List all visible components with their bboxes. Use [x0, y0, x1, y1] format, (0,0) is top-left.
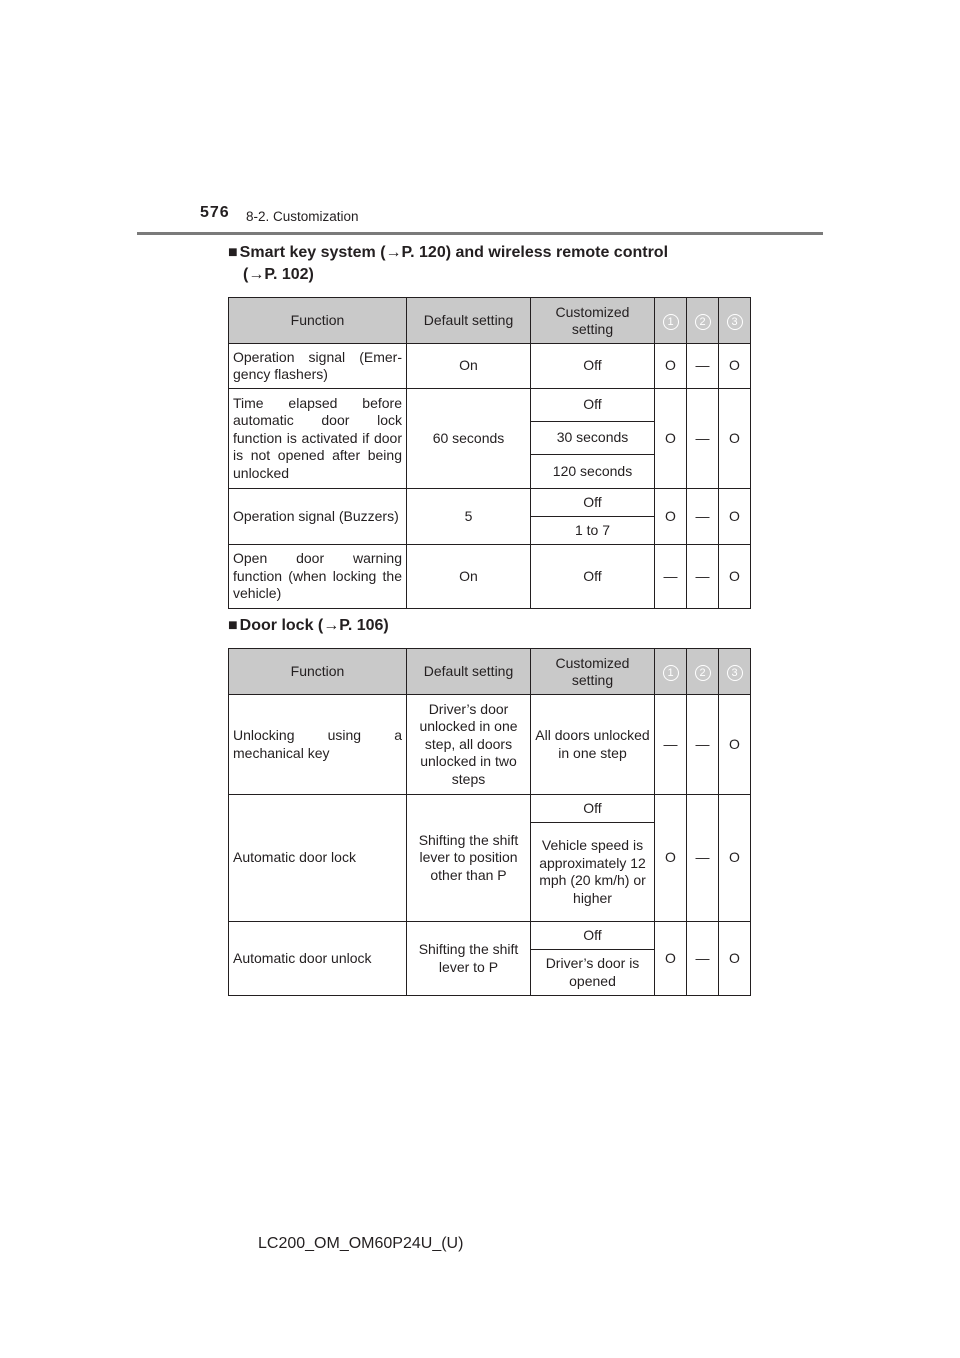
default-cell: Shifting the shift lever to position other than P [407, 795, 531, 922]
heading-bullet: ■ [228, 244, 238, 261]
mark-cell: O [719, 695, 751, 795]
function-cell: Automatic door lock [229, 795, 407, 922]
mark-cell: O [655, 922, 687, 996]
function-cell: Open door warning function (when locking the vehicle) [229, 545, 407, 609]
custom-cell: Off [531, 344, 655, 389]
mark-cell: — [687, 344, 719, 389]
column-header-3: 3 [719, 649, 751, 695]
table-header-row [229, 298, 751, 344]
column-header-customized: Customized setting [531, 649, 655, 695]
default-cell: Shifting the shift lever to P [407, 922, 531, 996]
column-header-1: 1 [655, 298, 687, 344]
mark-cell: — [687, 389, 719, 489]
default-cell: Driver’s door unlocked in one step, all doors unlocked in two steps [407, 695, 531, 795]
table-row [229, 922, 751, 950]
column-header-function: Function [229, 298, 407, 344]
default-cell: 5 [407, 489, 531, 545]
mark-cell: O [719, 489, 751, 545]
heading-text: Door lock (→P. 106) [239, 617, 389, 634]
function-cell: Unlocking using a mechanical key [229, 695, 407, 795]
custom-cell: 1 to 7 [531, 517, 655, 545]
table-header-row [229, 649, 751, 695]
custom-cell: Off [531, 545, 655, 609]
door-lock-table [228, 648, 751, 996]
custom-cell: All doors unlocked in one step [531, 695, 655, 795]
mark-cell: O [719, 389, 751, 489]
table-row [229, 489, 751, 517]
column-header-default: Default setting [407, 649, 531, 695]
mark-cell: O [719, 922, 751, 996]
column-header-function: Function [229, 649, 407, 695]
mark-cell: O [719, 344, 751, 389]
page-number: 576 [200, 204, 230, 221]
mark-cell: O [655, 389, 687, 489]
mark-cell: O [719, 795, 751, 922]
column-header-2: 2 [687, 649, 719, 695]
mark-cell: O [655, 489, 687, 545]
table-row [229, 344, 751, 389]
table-row [229, 545, 751, 609]
default-cell: 60 seconds [407, 389, 531, 489]
custom-cell: 30 seconds [531, 422, 655, 455]
custom-cell: Vehicle speed is approximately 12 mph (20 km/h) or higher [531, 823, 655, 922]
custom-cell: Driver’s door is opened [531, 950, 655, 996]
mark-cell: — [687, 545, 719, 609]
default-cell: On [407, 344, 531, 389]
mark-cell: — [687, 489, 719, 545]
function-cell: Time elapsed before automatic door lock function is activated if door is not opened after being unlocked [229, 389, 407, 489]
table-row [229, 795, 751, 823]
custom-cell: Off [531, 795, 655, 823]
column-header-default: Default setting [407, 298, 531, 344]
function-cell: Operation signal (Buzzers) [229, 489, 407, 545]
header-rule [137, 232, 823, 235]
column-header-customized: Customized setting [531, 298, 655, 344]
column-header-2: 2 [687, 298, 719, 344]
heading-text-line2: (→P. 102) [243, 266, 314, 283]
custom-cell: Off [531, 489, 655, 517]
mark-cell: — [655, 545, 687, 609]
function-cell: Operation signal (Emer- gency flashers) [229, 344, 407, 389]
mark-cell: O [655, 795, 687, 922]
custom-cell: Off [531, 389, 655, 422]
custom-cell: Off [531, 922, 655, 950]
mark-cell: — [687, 795, 719, 922]
document-code-footer: LC200_OM_OM60P24U_(U) [258, 1235, 464, 1252]
smart-key-table [228, 297, 751, 609]
column-header-3: 3 [719, 298, 751, 344]
heading-text-line1: Smart key system (→P. 120) and wireless remote control [239, 244, 669, 261]
mark-cell: — [687, 922, 719, 996]
mark-cell: O [719, 545, 751, 609]
column-header-1: 1 [655, 649, 687, 695]
section-heading-door-lock [228, 615, 389, 637]
section-title: 8-2. Customization [246, 209, 359, 224]
mark-cell: O [655, 344, 687, 389]
custom-cell: 120 seconds [531, 455, 655, 489]
table-row [229, 695, 751, 795]
table-row [229, 389, 751, 422]
function-cell: Automatic door unlock [229, 922, 407, 996]
default-cell: On [407, 545, 531, 609]
mark-cell: — [687, 695, 719, 795]
mark-cell: — [655, 695, 687, 795]
heading-bullet: ■ [228, 617, 238, 634]
section-heading-smart-key [228, 242, 668, 286]
